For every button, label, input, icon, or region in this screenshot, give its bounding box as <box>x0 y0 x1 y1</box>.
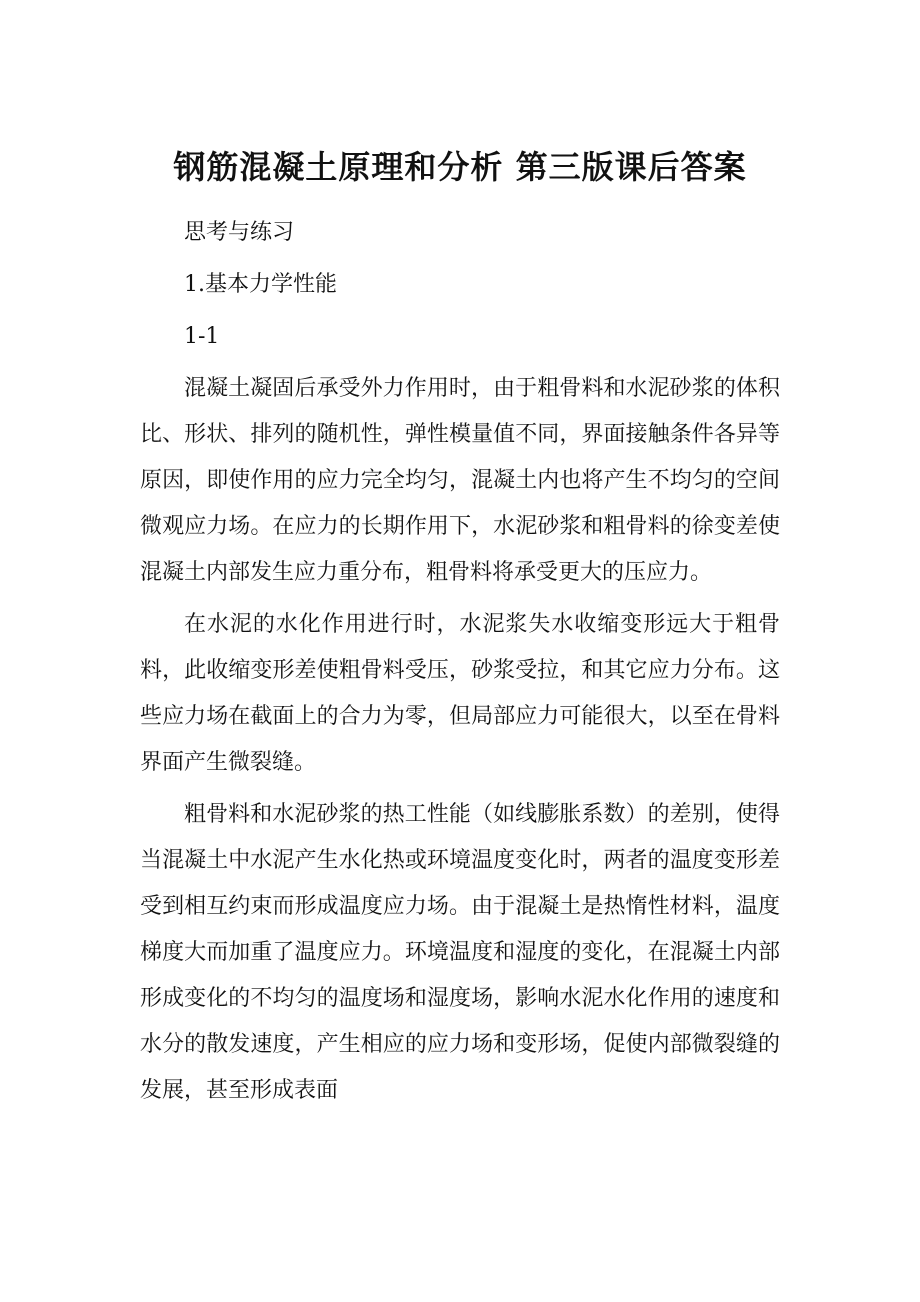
paragraph-1: 混凝土凝固后承受外力作用时，由于粗骨料和水泥砂浆的体积比、形状、排列的随机性，弹性模量值不同，界面接触条件各异等原因，即使作用的应力完全均匀，混凝土内也将产生不均匀的空间微观应力场。在应力的长期作用下，水泥砂浆和粗骨料的徐变差使混凝土内部发生应力重分布，粗骨料将承受更大的压应力。 <box>140 376 780 585</box>
question-number: 1-1 <box>184 324 220 349</box>
document-title: 钢筋混凝土原理和分析 第三版课后答案 <box>173 148 747 186</box>
document-body <box>140 210 780 1114</box>
section-heading: 思考与练习 <box>184 220 295 245</box>
paragraph-3: 粗骨料和水泥砂浆的热工性能（如线膨胀系数）的差别，使得当混凝土中水泥产生水化热或环境温度变化时，两者的温度变形差受到相互约束而形成温度应力场。由于混凝土是热惰性材料，温度梯度大而加重了温度应力。环境温度和湿度的变化，在混凝土内部形成变化的不均匀的温度场和湿度场，影响水泥水化作用的速度和水分的散发速度，产生相应的应力场和变形场，促使内部微裂缝的发展，甚至形成表面 <box>140 802 780 1103</box>
paragraph-2: 在水泥的水化作用进行时，水泥浆失水收缩变形远大于粗骨料，此收缩变形差使粗骨料受压，砂浆受拉，和其它应力分布。这些应力场在截面上的合力为零，但局部应力可能很大，以至在骨料界面产生微裂缝。 <box>140 612 780 775</box>
subsection-heading: 1.基本力学性能 <box>184 272 337 297</box>
